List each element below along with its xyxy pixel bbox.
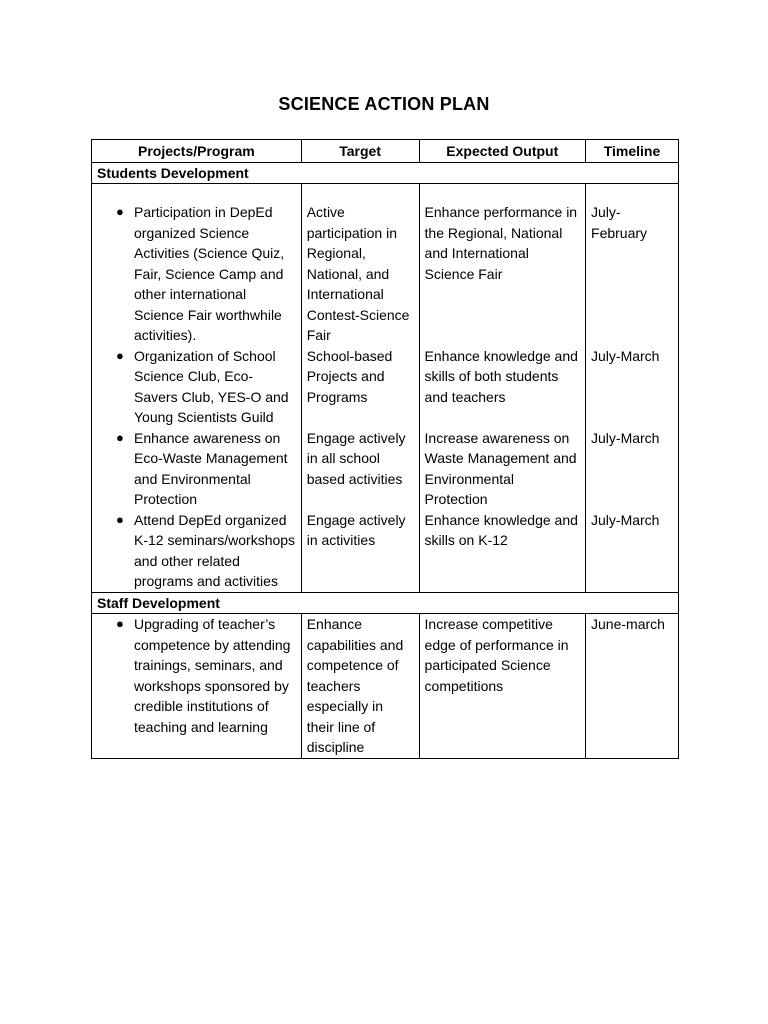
target-cell: Engage actively in all school based activities [301,428,419,510]
project-text: Attend DepEd organized K-12 seminars/workshops and other related programs and activities [134,511,296,589]
timeline-cell [586,202,679,346]
table-row [92,510,679,593]
project-text: Organization of School Science Club, Eco-Savers Club, YES-O and Young Scientists Guild [134,347,289,425]
timeline-cell: July-March [586,346,679,428]
project-text: Enhance awareness on Eco-Waste Management and Environmental Protection [134,429,288,507]
page-title: SCIENCE ACTION PLAN [278,94,490,114]
bullet-icon: ● [116,429,124,445]
timeline-cell: July-March [586,510,679,593]
action-plan-table [91,139,679,759]
spacer-row [92,184,679,203]
table-row [92,202,679,346]
section-row [92,162,679,184]
bullet-icon: ● [116,511,124,527]
timeline-text: July-February [591,204,648,241]
target-cell: Engage actively in activities [301,510,419,593]
project-text: Participation in DepEd organized Science Activities (Science Quiz, Fair, Science Camp and other international Science Fair worthwhile activities). [134,204,285,343]
output-cell: Enhance performance in the Regional, National and International Science Fair [419,202,585,346]
bullet-icon: ● [116,347,124,363]
project-text: Upgrading of teacher’s competence by attending trainings, seminars, and workshops sponsored by credible institutions of teaching and learning [134,616,291,735]
table-row [92,346,679,428]
column-header-timeline: Timeline [586,140,679,163]
table-row [92,614,679,759]
output-cell: Increase awareness on Waste Management and Environmental Protection [419,428,585,510]
project-cell [92,510,302,593]
project-cell [92,346,302,428]
project-cell [92,614,302,759]
table-header-row [92,140,679,163]
section-title-staff-development: Staff Development [92,592,679,614]
project-cell [92,428,302,510]
output-cell: Enhance knowledge and skills of both students and teachers [419,346,585,428]
section-title-students-development: Students Development [92,162,679,184]
column-header-projects: Projects/Program [92,140,302,163]
section-row [92,592,679,614]
column-header-target: Target [301,140,419,163]
bullet-icon: ● [116,616,124,631]
output-cell: Increase competitive edge of performance in participated Science competitions [419,614,585,759]
project-cell [92,202,302,346]
target-cell: School-based Projects and Programs [301,346,419,428]
timeline-cell: July-March [586,428,679,510]
table-row [92,428,679,510]
column-header-expected-output: Expected Output [419,140,585,163]
target-cell: Active participation in Regional, National, and International Contest-Science Fair [301,202,419,346]
output-cell: Enhance knowledge and skills on K-12 [419,510,585,593]
timeline-cell: June-march [586,614,679,759]
bullet-icon: ● [116,204,124,219]
target-cell: Enhance capabilities and competence of teachers especially in their line of discipline [301,614,419,759]
